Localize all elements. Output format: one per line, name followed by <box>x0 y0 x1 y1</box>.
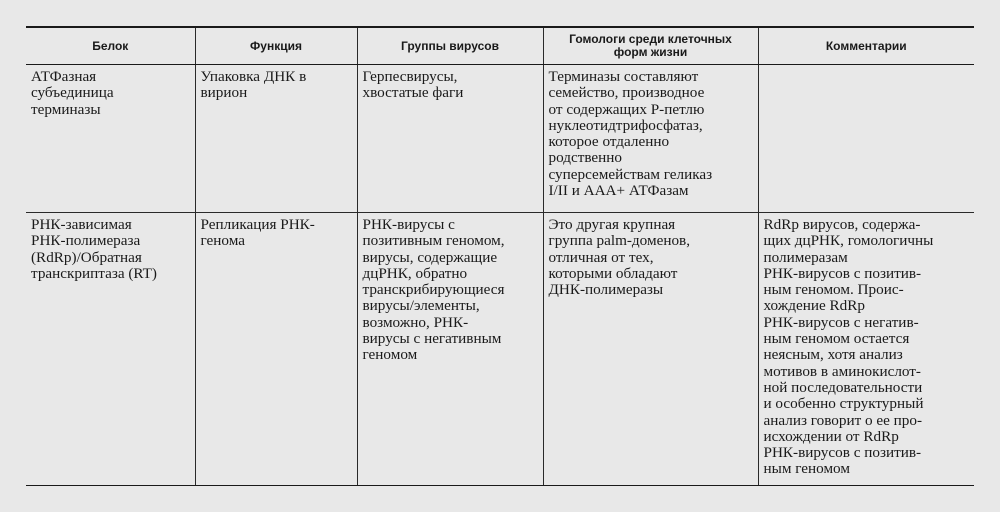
header-function: Функция <box>195 27 357 65</box>
header-cellular-homologs: Гомологи среди клеточных форм жизни <box>543 27 758 65</box>
header-comments: Комментарии <box>758 27 974 65</box>
table-row <box>26 213 974 486</box>
cell-cellular-homologs: Это другая крупная группа palm-доменов, отличная от тех, которыми обладают ДНК-полимеразы <box>543 213 758 486</box>
cell-comments: RdRp вирусов, содержа- щих дцРНК, гомологичны полимеразам РНК-вирусов с позитив- ным геномом. Проис- хождение RdRp РНК-вирусов с негатив- ным геномом остается неясным, хотя анализ мотивов в аминокислот- ной последовательности и особенно структурный анализ говорит о ее про- исхождении от RdRp РНК-вирусов с позитив- ным геномом <box>758 213 974 486</box>
table-header-row <box>26 27 974 65</box>
cell-virus-groups: Герпесвирусы, хвостатые фаги <box>357 65 543 213</box>
protein-table <box>26 26 974 486</box>
cell-function: Упаковка ДНК в вирион <box>195 65 357 213</box>
header-protein: Белок <box>26 27 195 65</box>
cell-function: Репликация РНК- генома <box>195 213 357 486</box>
cell-protein: АТФазная субъединица терминазы <box>26 65 195 213</box>
cell-protein: РНК-зависимая РНК-полимераза (RdRp)/Обратная транскриптаза (RT) <box>26 213 195 486</box>
cell-comments <box>758 65 974 213</box>
header-virus-groups: Группы вирусов <box>357 27 543 65</box>
table-row <box>26 65 974 213</box>
cell-virus-groups: РНК-вирусы с позитивным геномом, вирусы, содержащие дцРНК, обратно транскрибирующиеся вирусы/элементы, возможно, РНК- вирусы с негативным геномом <box>357 213 543 486</box>
cell-cellular-homologs: Терминазы составляют семейство, производное от содержащих Р-петлю нуклеотидтрифосфатаз, которое отдаленно родственно суперсемействам геликаз I/II и ААА+ АТФазам <box>543 65 758 213</box>
